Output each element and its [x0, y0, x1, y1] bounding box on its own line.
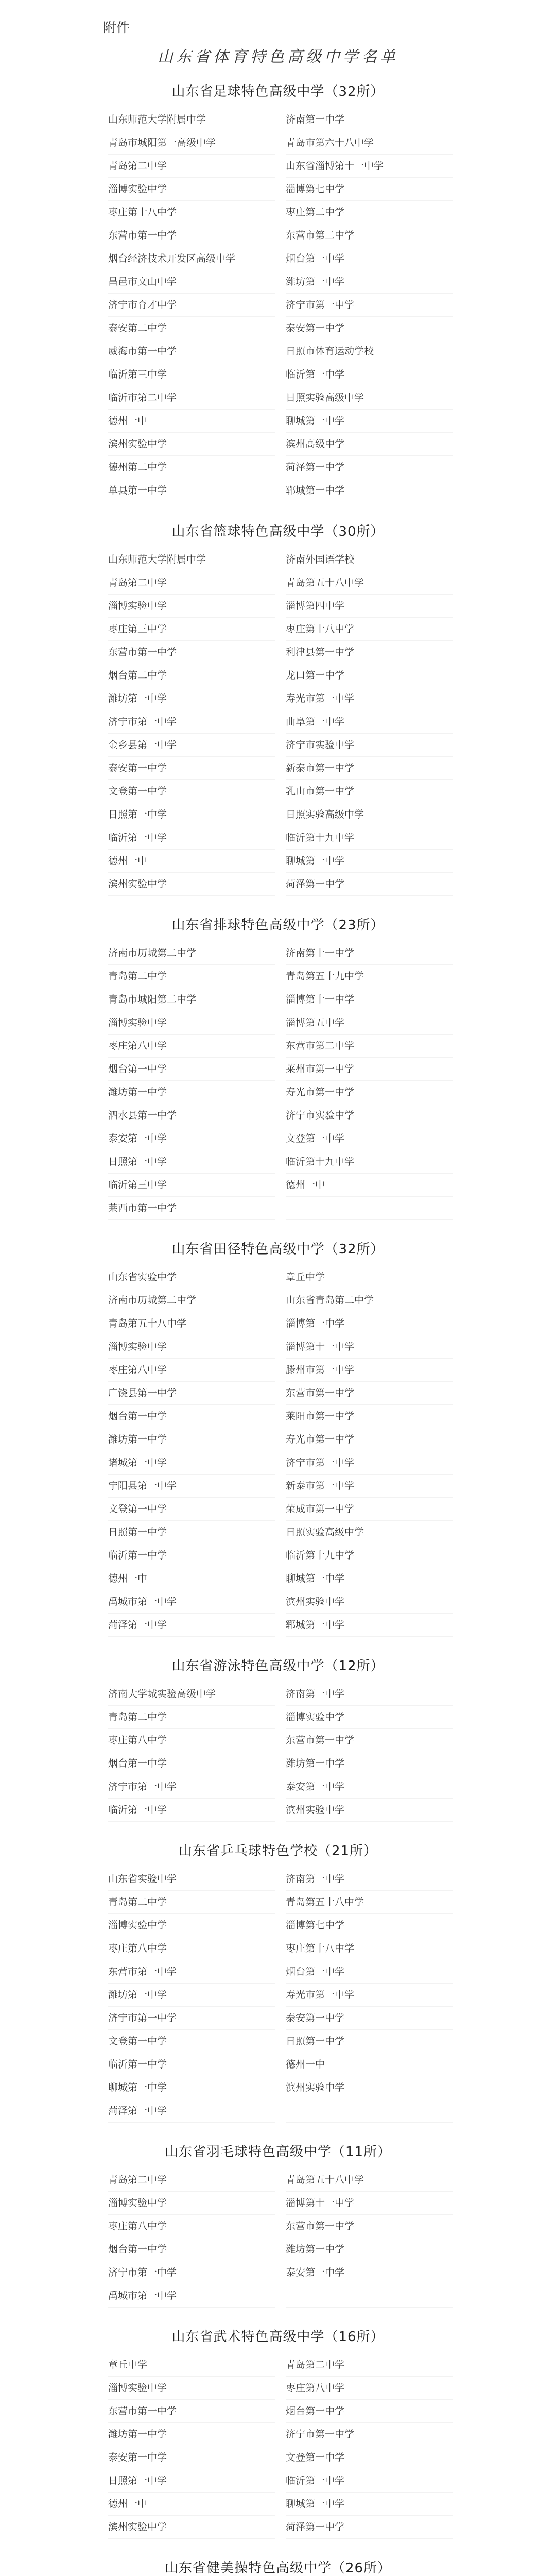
section-title: 山东省羽毛球特色高级中学（11所）	[164, 2144, 392, 2160]
school-name: 昌邑市文山中学	[108, 270, 275, 294]
school-section	[103, 1239, 453, 1637]
school-name: 东营市第二中学	[286, 224, 453, 247]
school-name: 东营市第一中学	[286, 1729, 453, 1752]
school-name: 泰安第一中学	[108, 1127, 275, 1150]
school-name: 潍坊第一中学	[108, 1081, 275, 1104]
school-name: 山东省淄博第十一中学	[286, 155, 453, 178]
school-list	[103, 108, 453, 502]
school-name: 济南大学城实验高级中学	[108, 1683, 275, 1706]
school-name: 淄博实验中学	[286, 1706, 453, 1729]
sections-container	[103, 81, 453, 2576]
school-name: 济宁市实验中学	[286, 734, 453, 757]
school-name: 滨州实验中学	[286, 1590, 453, 1614]
section-title: 山东省足球特色高级中学（32所）	[171, 84, 385, 99]
section-title: 山东省篮球特色高级中学（30所）	[171, 524, 385, 539]
school-name: 东营市第二中学	[286, 1035, 453, 1058]
school-name: 德州一中	[108, 1567, 275, 1590]
school-section	[103, 2557, 453, 2576]
school-name: 聊城第一中学	[286, 2493, 453, 2516]
school-name: 淄博实验中学	[108, 2377, 275, 2400]
school-name: 青岛第五十九中学	[286, 965, 453, 988]
school-name: 淄博实验中学	[108, 595, 275, 618]
school-name: 滨州实验中学	[108, 433, 275, 456]
school-name: 济南第一中学	[286, 1683, 453, 1706]
school-name: 枣庄第八中学	[286, 2377, 453, 2400]
school-name: 烟台第二中学	[108, 664, 275, 687]
school-name: 枣庄第十八中学	[108, 201, 275, 224]
school-name: 临沂市第二中学	[108, 386, 275, 410]
school-name: 乳山市第一中学	[286, 780, 453, 803]
school-name: 枣庄第十八中学	[286, 1937, 453, 1960]
school-name: 临沂第一中学	[108, 1544, 275, 1567]
school-name: 郓城第一中学	[286, 1614, 453, 1637]
school-name: 泰安第一中学	[108, 757, 275, 780]
school-name: 东营市第一中学	[108, 2400, 275, 2423]
school-name: 烟台第一中学	[108, 2238, 275, 2261]
school-name: 泰安第一中学	[286, 317, 453, 340]
school-name: 济南市历城第二中学	[108, 1289, 275, 1312]
school-name: 济南第十一中学	[286, 942, 453, 965]
school-name: 日照实验高级中学	[286, 1521, 453, 1544]
school-section	[103, 1840, 453, 2123]
school-name: 新泰市第一中学	[286, 1475, 453, 1498]
school-name: 青岛市第六十八中学	[286, 131, 453, 155]
school-name: 泰安第一中学	[108, 2446, 275, 2469]
school-section	[103, 914, 453, 1220]
school-name: 单县第一中学	[108, 479, 275, 502]
school-name: 东营市第一中学	[286, 2215, 453, 2238]
school-name: 枣庄第八中学	[108, 1937, 275, 1960]
school-name: 日照第一中学	[286, 2030, 453, 2053]
school-name	[286, 1197, 453, 1220]
school-name: 济宁市第一中学	[108, 710, 275, 734]
school-name: 金乡县第一中学	[108, 734, 275, 757]
school-name: 文登第一中学	[108, 780, 275, 803]
school-name: 威海市第一中学	[108, 340, 275, 363]
school-section	[103, 2326, 453, 2539]
school-name: 青岛市城阳第一高级中学	[108, 131, 275, 155]
school-name: 山东省实验中学	[108, 1266, 275, 1289]
school-name: 淄博实验中学	[108, 2192, 275, 2215]
school-name: 青岛第二中学	[108, 1706, 275, 1729]
school-name: 章丘中学	[286, 1266, 453, 1289]
school-name: 泰安第一中学	[286, 2007, 453, 2030]
school-name: 日照市体育运动学校	[286, 340, 453, 363]
school-name: 青岛第二中学	[286, 2353, 453, 2377]
school-name: 潍坊第一中学	[108, 2423, 275, 2446]
school-name: 莱州市第一中学	[286, 1058, 453, 1081]
school-name: 泰安第二中学	[108, 317, 275, 340]
school-name: 淄博实验中学	[108, 178, 275, 201]
school-name: 滨州实验中学	[286, 1799, 453, 1822]
school-name: 聊城第一中学	[286, 410, 453, 433]
school-name: 枣庄第八中学	[108, 1035, 275, 1058]
school-name: 寿光市第一中学	[286, 1081, 453, 1104]
school-name: 泰安第一中学	[286, 1775, 453, 1799]
school-name: 临沂第十九中学	[286, 1150, 453, 1174]
school-name: 莱西市第一中学	[108, 1197, 275, 1220]
school-name: 临沂第一中学	[108, 826, 275, 850]
school-name: 日照第一中学	[108, 2469, 275, 2493]
school-name: 郓城第一中学	[286, 479, 453, 502]
school-name: 日照第一中学	[108, 1150, 275, 1174]
school-name: 德州一中	[108, 2493, 275, 2516]
school-name: 枣庄第八中学	[108, 1359, 275, 1382]
school-name: 东营市第一中学	[286, 1382, 453, 1405]
school-name: 东营市第一中学	[108, 641, 275, 664]
school-name: 济宁市第一中学	[286, 294, 453, 317]
school-name: 菏泽第一中学	[286, 456, 453, 479]
school-name: 东营市第一中学	[108, 1960, 275, 1984]
school-name: 滨州高级中学	[286, 433, 453, 456]
school-name: 日照第一中学	[108, 1521, 275, 1544]
school-name: 寿光市第一中学	[286, 687, 453, 710]
school-name: 淄博第四中学	[286, 595, 453, 618]
school-name: 寿光市第一中学	[286, 1984, 453, 2007]
school-list	[103, 942, 453, 1220]
school-name: 日照实验高级中学	[286, 386, 453, 410]
school-name: 德州一中	[286, 2053, 453, 2076]
school-name	[286, 2284, 453, 2308]
school-name: 潍坊第一中学	[108, 1984, 275, 2007]
school-list	[103, 2168, 453, 2308]
school-name: 青岛第五十八中学	[286, 1891, 453, 1914]
school-section	[103, 521, 453, 896]
school-name: 淄博第十一中学	[286, 1335, 453, 1359]
school-list	[103, 2353, 453, 2539]
school-name: 临沂第十九中学	[286, 826, 453, 850]
school-name: 潍坊第一中学	[286, 270, 453, 294]
school-name: 济宁市第一中学	[286, 1451, 453, 1475]
section-title: 山东省乒乓球特色学校（21所）	[178, 1843, 378, 1859]
school-name: 济宁市第一中学	[108, 1775, 275, 1799]
school-name: 东营市第一中学	[108, 224, 275, 247]
school-name: 烟台经济技术开发区高级中学	[108, 247, 275, 270]
school-section	[103, 2141, 453, 2308]
school-name: 临沂第三中学	[108, 1174, 275, 1197]
school-name: 青岛市城阳第二中学	[108, 988, 275, 1011]
section-title: 山东省健美操特色高级中学（26所）	[164, 2561, 392, 2576]
school-name: 青岛第二中学	[108, 571, 275, 595]
school-name: 禹城市第一中学	[108, 2284, 275, 2308]
document-title: 山东省体育特色高级中学名单	[158, 48, 398, 66]
school-name: 济南第一中学	[286, 108, 453, 131]
school-list	[103, 1868, 453, 2123]
school-name: 滨州实验中学	[286, 2076, 453, 2099]
school-name: 龙口第一中学	[286, 664, 453, 687]
attachment-label: 附件	[103, 21, 130, 36]
school-name: 青岛第二中学	[108, 2168, 275, 2192]
school-name: 济南市历城第二中学	[108, 942, 275, 965]
school-name: 枣庄第三中学	[108, 618, 275, 641]
school-name: 济宁市实验中学	[286, 1104, 453, 1127]
school-name: 山东省实验中学	[108, 1868, 275, 1891]
school-name: 枣庄第八中学	[108, 1729, 275, 1752]
school-name: 聊城第一中学	[108, 2076, 275, 2099]
school-name: 淄博实验中学	[108, 1335, 275, 1359]
school-name: 枣庄第八中学	[108, 2215, 275, 2238]
school-name: 济南第一中学	[286, 1868, 453, 1891]
school-name: 潍坊第一中学	[286, 1752, 453, 1775]
school-name: 潍坊第一中学	[108, 1428, 275, 1451]
school-name: 枣庄第十八中学	[286, 618, 453, 641]
school-name: 菏泽第一中学	[108, 2099, 275, 2123]
school-name: 临沂第一中学	[108, 1799, 275, 1822]
school-name: 德州一中	[108, 850, 275, 873]
school-name: 禹城市第一中学	[108, 1590, 275, 1614]
school-name: 临沂第一中学	[286, 363, 453, 386]
school-name: 青岛第五十八中学	[286, 2168, 453, 2192]
school-name: 菏泽第一中学	[108, 1614, 275, 1637]
school-list	[103, 1683, 453, 1822]
school-name: 淄博第一中学	[286, 1312, 453, 1335]
school-name: 烟台第一中学	[286, 1960, 453, 1984]
school-name: 莱阳市第一中学	[286, 1405, 453, 1428]
school-name: 聊城第一中学	[286, 1567, 453, 1590]
school-name: 寿光市第一中学	[286, 1428, 453, 1451]
section-title: 山东省田径特色高级中学（32所）	[171, 1242, 385, 1257]
school-name: 德州一中	[108, 410, 275, 433]
school-name: 济南外国语学校	[286, 548, 453, 571]
school-name: 日照第一中学	[108, 803, 275, 826]
school-name: 诸城第一中学	[108, 1451, 275, 1475]
school-name: 临沂第三中学	[108, 363, 275, 386]
school-name: 青岛第二中学	[108, 155, 275, 178]
school-name: 泰安第一中学	[286, 2261, 453, 2284]
school-name: 烟台第一中学	[108, 1405, 275, 1428]
school-section	[103, 81, 453, 502]
school-name: 德州第二中学	[108, 456, 275, 479]
school-name: 山东师范大学附属中学	[108, 548, 275, 571]
school-name: 章丘中学	[108, 2353, 275, 2377]
school-name: 广饶县第一中学	[108, 1382, 275, 1405]
school-list	[103, 1266, 453, 1637]
school-name: 烟台第一中学	[286, 247, 453, 270]
school-name: 荣成市第一中学	[286, 1498, 453, 1521]
school-name: 青岛第五十八中学	[286, 571, 453, 595]
school-name: 临沂第十九中学	[286, 1544, 453, 1567]
school-name: 济宁市育才中学	[108, 294, 275, 317]
school-name: 青岛第二中学	[108, 965, 275, 988]
school-name: 文登第一中学	[286, 1127, 453, 1150]
school-name: 泗水县第一中学	[108, 1104, 275, 1127]
school-name: 淄博第十一中学	[286, 988, 453, 1011]
school-name: 烟台第一中学	[286, 2400, 453, 2423]
school-name: 济宁市第一中学	[108, 2007, 275, 2030]
school-name: 文登第一中学	[286, 2446, 453, 2469]
school-name: 淄博第五中学	[286, 1011, 453, 1035]
school-name: 菏泽第一中学	[286, 2516, 453, 2539]
school-name: 山东师范大学附属中学	[108, 108, 275, 131]
section-title: 山东省排球特色高级中学（23所）	[171, 918, 385, 933]
school-name: 文登第一中学	[108, 2030, 275, 2053]
school-name: 临沂第一中学	[286, 2469, 453, 2493]
school-name: 淄博第七中学	[286, 1914, 453, 1937]
school-name: 淄博实验中学	[108, 1914, 275, 1937]
school-name: 青岛第五十八中学	[108, 1312, 275, 1335]
school-name: 菏泽第一中学	[286, 873, 453, 896]
school-name	[286, 2099, 453, 2123]
school-name: 滨州实验中学	[108, 2516, 275, 2539]
school-name: 曲阜第一中学	[286, 710, 453, 734]
school-name: 文登第一中学	[108, 1498, 275, 1521]
school-name: 淄博第七中学	[286, 178, 453, 201]
school-name: 烟台第一中学	[108, 1752, 275, 1775]
school-name: 淄博实验中学	[108, 1011, 275, 1035]
school-name: 烟台第一中学	[108, 1058, 275, 1081]
school-name: 利津县第一中学	[286, 641, 453, 664]
school-name: 临沂第一中学	[108, 2053, 275, 2076]
section-title: 山东省武术特色高级中学（16所）	[171, 2329, 385, 2345]
school-name: 山东省青岛第二中学	[286, 1289, 453, 1312]
school-name: 新泰市第一中学	[286, 757, 453, 780]
school-name: 潍坊第一中学	[286, 2238, 453, 2261]
school-name: 济宁市第一中学	[286, 2423, 453, 2446]
school-name: 青岛第二中学	[108, 1891, 275, 1914]
section-title: 山东省游泳特色高级中学（12所）	[171, 1658, 385, 1674]
school-name: 淄博第十一中学	[286, 2192, 453, 2215]
school-name: 济宁市第一中学	[108, 2261, 275, 2284]
school-name: 潍坊第一中学	[108, 687, 275, 710]
school-name: 滕州市第一中学	[286, 1359, 453, 1382]
school-name: 日照实验高级中学	[286, 803, 453, 826]
school-name: 宁阳县第一中学	[108, 1475, 275, 1498]
school-name: 枣庄第二中学	[286, 201, 453, 224]
school-name: 滨州实验中学	[108, 873, 275, 896]
school-list	[103, 548, 453, 896]
school-name: 德州一中	[286, 1174, 453, 1197]
school-section	[103, 1655, 453, 1822]
school-name: 聊城第一中学	[286, 850, 453, 873]
